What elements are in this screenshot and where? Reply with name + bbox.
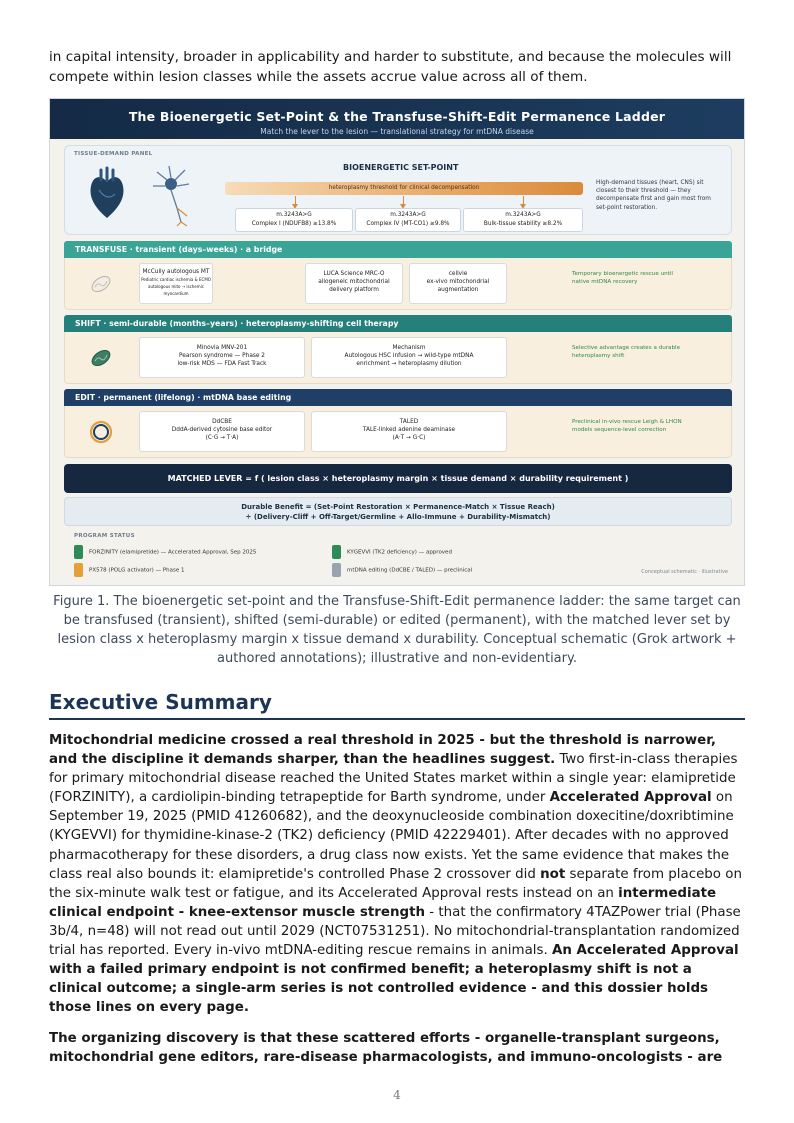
figure-permanence-ladder xyxy=(49,98,745,586)
p1-text-a: Two first-in-class therapies for primary mitochondrial disease reached the United States market within a single year: elamipretide (FORZINITY), a cardiolipin-binding tetrapeptide for Barth syndrome, under xyxy=(49,752,738,806)
mechanism-line2: Autologous HSC infusion → wild-type mtDNA xyxy=(344,353,474,359)
legend-label: FORZINITY (elamipretide) — Accelerated Approval, Sep 2025 xyxy=(89,549,257,556)
ddcbe-line3: (C·G → T·A) xyxy=(205,435,239,441)
transfuse-band-header: TRANSFUSE · transient (days–weeks) · a bridge xyxy=(64,241,732,258)
shift-mechanism-box xyxy=(311,337,507,378)
arrow-down-icon xyxy=(295,196,296,205)
shift-band xyxy=(64,332,732,384)
edit-band xyxy=(64,406,732,458)
durable-line2: ÷ (Delivery-Cliff + Off-Target/Germline + Allo-Immune + Durability-Mismatch) xyxy=(245,513,551,521)
edit-note: Preclinical in-vivo rescue Leigh & LHON models sequence-level correction xyxy=(572,419,682,434)
minovia-line1: Minovia MNV-201 xyxy=(196,345,248,351)
transfuse-note: Temporary bioenergetic rescue until native mtDNA recovery xyxy=(572,271,673,286)
demand-note: High-demand tissues (heart, CNS) sit closest to their threshold — they decompensate first and gain most from set-point restoration. xyxy=(596,180,711,211)
luca-line2: allogeneic mitochondrial xyxy=(318,279,390,285)
taled-line1: TALED xyxy=(399,419,419,425)
cellvie-line1: cellvie xyxy=(448,271,468,277)
summary-paragraph-2 xyxy=(49,1029,745,1067)
mitochondrion-icon xyxy=(89,346,113,370)
legend-swatch xyxy=(332,563,341,577)
ddcbe-box xyxy=(139,411,305,452)
legend-swatch xyxy=(74,563,83,577)
p1-text-e: separate from placebo on the six-minute walk test or fatigue, and its Accelerated Approval rests instead on an xyxy=(49,866,742,901)
transfuse-band xyxy=(64,258,732,310)
figure-header xyxy=(50,99,744,139)
heart-icon xyxy=(87,166,127,222)
p1-bold-f: intermediate clinical endpoint - knee-extensor muscle strength xyxy=(49,885,717,920)
legend-swatch xyxy=(332,545,341,559)
p1-lead: Mitochondrial medicine crossed a real threshold in 2025 - but the threshold is narrower, and the discipline it demands sharper, than the headlines suggest. xyxy=(49,733,716,768)
shift-note: Selective advantage creates a durable heteroplasmy shift xyxy=(572,345,681,360)
taled-box xyxy=(311,411,507,452)
p2-bold: The organizing discovery is that these scattered efforts - organelle-transplant surgeons, mitochondrial gene editors, rare-disease pharmacologists, and immuno-oncologists - are xyxy=(49,1031,723,1066)
p1-text-c: on September 19, 2025 (PMID 41260682), and the deoxynucleoside combination doxecitine/doxribtimine (KYGEVVI) for thymidine-kinase-2 (TK2) deficiency (PMID 42229401). After decades with no approved pharmacotherapy for these disorders, a drug class now exists. Yet the same evidence that makes the class real also bounds it: elamipretide's controlled Phase 2 crossover did xyxy=(49,790,734,882)
mechanism-line3: enrichment → heteroplasmy dilution xyxy=(356,361,462,367)
durable-benefit-formula xyxy=(64,497,732,526)
summary-paragraph-1 xyxy=(49,731,745,1017)
heteroplasmy-threshold-bar: heteroplasmy threshold for clinical decompensation xyxy=(225,182,583,195)
ddcbe-line1: DdCBE xyxy=(212,419,232,425)
cellvie-box xyxy=(409,263,507,304)
legend-swatch xyxy=(74,545,83,559)
legend-item xyxy=(74,563,185,578)
legend-item xyxy=(332,563,472,578)
intro-text: in capital intensity, broader in applicability and harder to substitute, and because the molecules will compete within lesion classes while the assets accrue value across all of them. xyxy=(49,49,732,85)
legend-label: KYGEVVI (TK2 deficiency) — approved xyxy=(347,549,452,556)
mutation-threshold: Complex IV (MT-CO1) ≥9.8% xyxy=(366,221,450,227)
tissue-demand-label: TISSUE-DEMAND PANEL xyxy=(74,151,153,157)
p1-bold-h: An Accelerated Approval with a failed primary endpoint is not confirmed benefit; a heteroplasmy shift is not a clinical outcome; a single-arm series is not controlled evidence - and this dossier holds those lines on every page. xyxy=(49,943,739,1016)
legend-label: mtDNA editing (DdCBE / TALED) — preclinical xyxy=(347,567,473,574)
mutation-threshold: Complex I (NDUFB8) ≥13.8% xyxy=(251,221,337,227)
edit-band-header: EDIT · permanent (lifelong) · mtDNA base editing xyxy=(64,389,732,406)
mutation-box-complex-i xyxy=(235,208,353,232)
ddcbe-line2: DddA-derived cytosine base editor xyxy=(171,427,273,433)
luca-science-box xyxy=(305,263,403,304)
figure-title: The Bioenergetic Set-Point & the Transfuse-Shift-Edit Permanence Ladder xyxy=(128,109,666,124)
shift-band-header: SHIFT · semi-durable (months–years) · heteroplasmy-shifting cell therapy xyxy=(64,315,732,332)
cellvie-line3: augmentation xyxy=(437,287,479,293)
intro-paragraph xyxy=(49,48,745,87)
cellvie-line2: ex-vivo mitochondrial xyxy=(426,279,490,285)
mccully-sub1: Pediatric cardiac ischemia & ECMO xyxy=(141,277,211,282)
taled-line2: TALE-linked adenine deaminase xyxy=(362,427,456,433)
mccully-title: McCully autologous MT xyxy=(142,269,210,275)
mtdna-ring-icon xyxy=(89,420,113,444)
mccully-box xyxy=(139,263,213,304)
mutation-threshold: Bulk-tissue stability ≥8.2% xyxy=(483,221,563,227)
arrow-down-icon xyxy=(403,196,404,205)
heading-rule xyxy=(49,718,745,720)
p1-bold-b: Accelerated Approval xyxy=(549,790,712,806)
mutation-box-complex-iv xyxy=(355,208,461,232)
taled-line3: (A·T → G·C) xyxy=(392,435,426,441)
neuron-icon xyxy=(151,164,191,228)
mechanism-line1: Mechanism xyxy=(392,345,426,351)
p1-text-g: - that the confirmatory 4TAZPower trial (Phase 3b/4, n=48) will not read out until 2029 (NCT07531251). No mitochondrial-transplantation randomized trial has reported. Every in-vivo mtDNA-editing rescue remains in animals. xyxy=(49,904,741,959)
arrow-down-icon xyxy=(523,196,524,205)
legend-item xyxy=(332,545,452,560)
luca-line1: LUCA Science MRC-O xyxy=(323,271,385,277)
program-status-label: PROGRAM STATUS xyxy=(74,533,135,539)
tissue-demand-panel xyxy=(64,145,732,235)
p1-bold-d: not xyxy=(540,866,566,882)
page-number: 4 xyxy=(393,1088,401,1102)
bioenergetic-setpoint-heading: BIOENERGETIC SET-POINT xyxy=(343,163,459,172)
mutation-box-bulk-tissue xyxy=(463,208,583,232)
minovia-line3: low-risk MDS — FDA Fast Track xyxy=(177,361,267,367)
section-heading: Executive Summary xyxy=(49,690,272,714)
figure-caption: Figure 1. The bioenergetic set-point and the Transfuse-Shift-Edit permanence ladder: the same target can be transfused (transient), shifted (semi-durable) or edited (permanent), with the matched lever set by lesion class x heteroplasmy margin x tissue demand x durability. Conceptual schematic (Grok artwork + authored annotations); illustrative and non-evidentiary. xyxy=(53,594,741,666)
mitochondrion-icon xyxy=(89,272,113,296)
matched-lever-formula: MATCHED LEVER = f ( lesion class × heteroplasmy margin × tissue demand × durability requirement ) xyxy=(64,464,732,493)
legend-item xyxy=(74,545,256,560)
mutation-label: m.3243A>G xyxy=(276,212,312,218)
durable-line1: Durable Benefit = (Set-Point Restoration × Permanence-Match × Tissue Reach) xyxy=(241,503,555,511)
mutation-label: m.3243A>G xyxy=(505,212,541,218)
minovia-box xyxy=(139,337,305,378)
conceptual-note: Conceptual schematic · illustrative xyxy=(641,569,728,575)
legend-label: PX578 (POLG activator) — Phase 1 xyxy=(89,567,185,574)
luca-line3: delivery platform xyxy=(329,287,379,293)
mccully-sub2: autologous mito → ischemic myocardium xyxy=(148,284,204,296)
figure-subtitle: Match the lever to the lesion — translational strategy for mtDNA disease xyxy=(260,127,534,136)
mutation-label: m.3243A>G xyxy=(390,212,426,218)
minovia-line2: Pearson syndrome — Phase 2 xyxy=(178,353,266,359)
